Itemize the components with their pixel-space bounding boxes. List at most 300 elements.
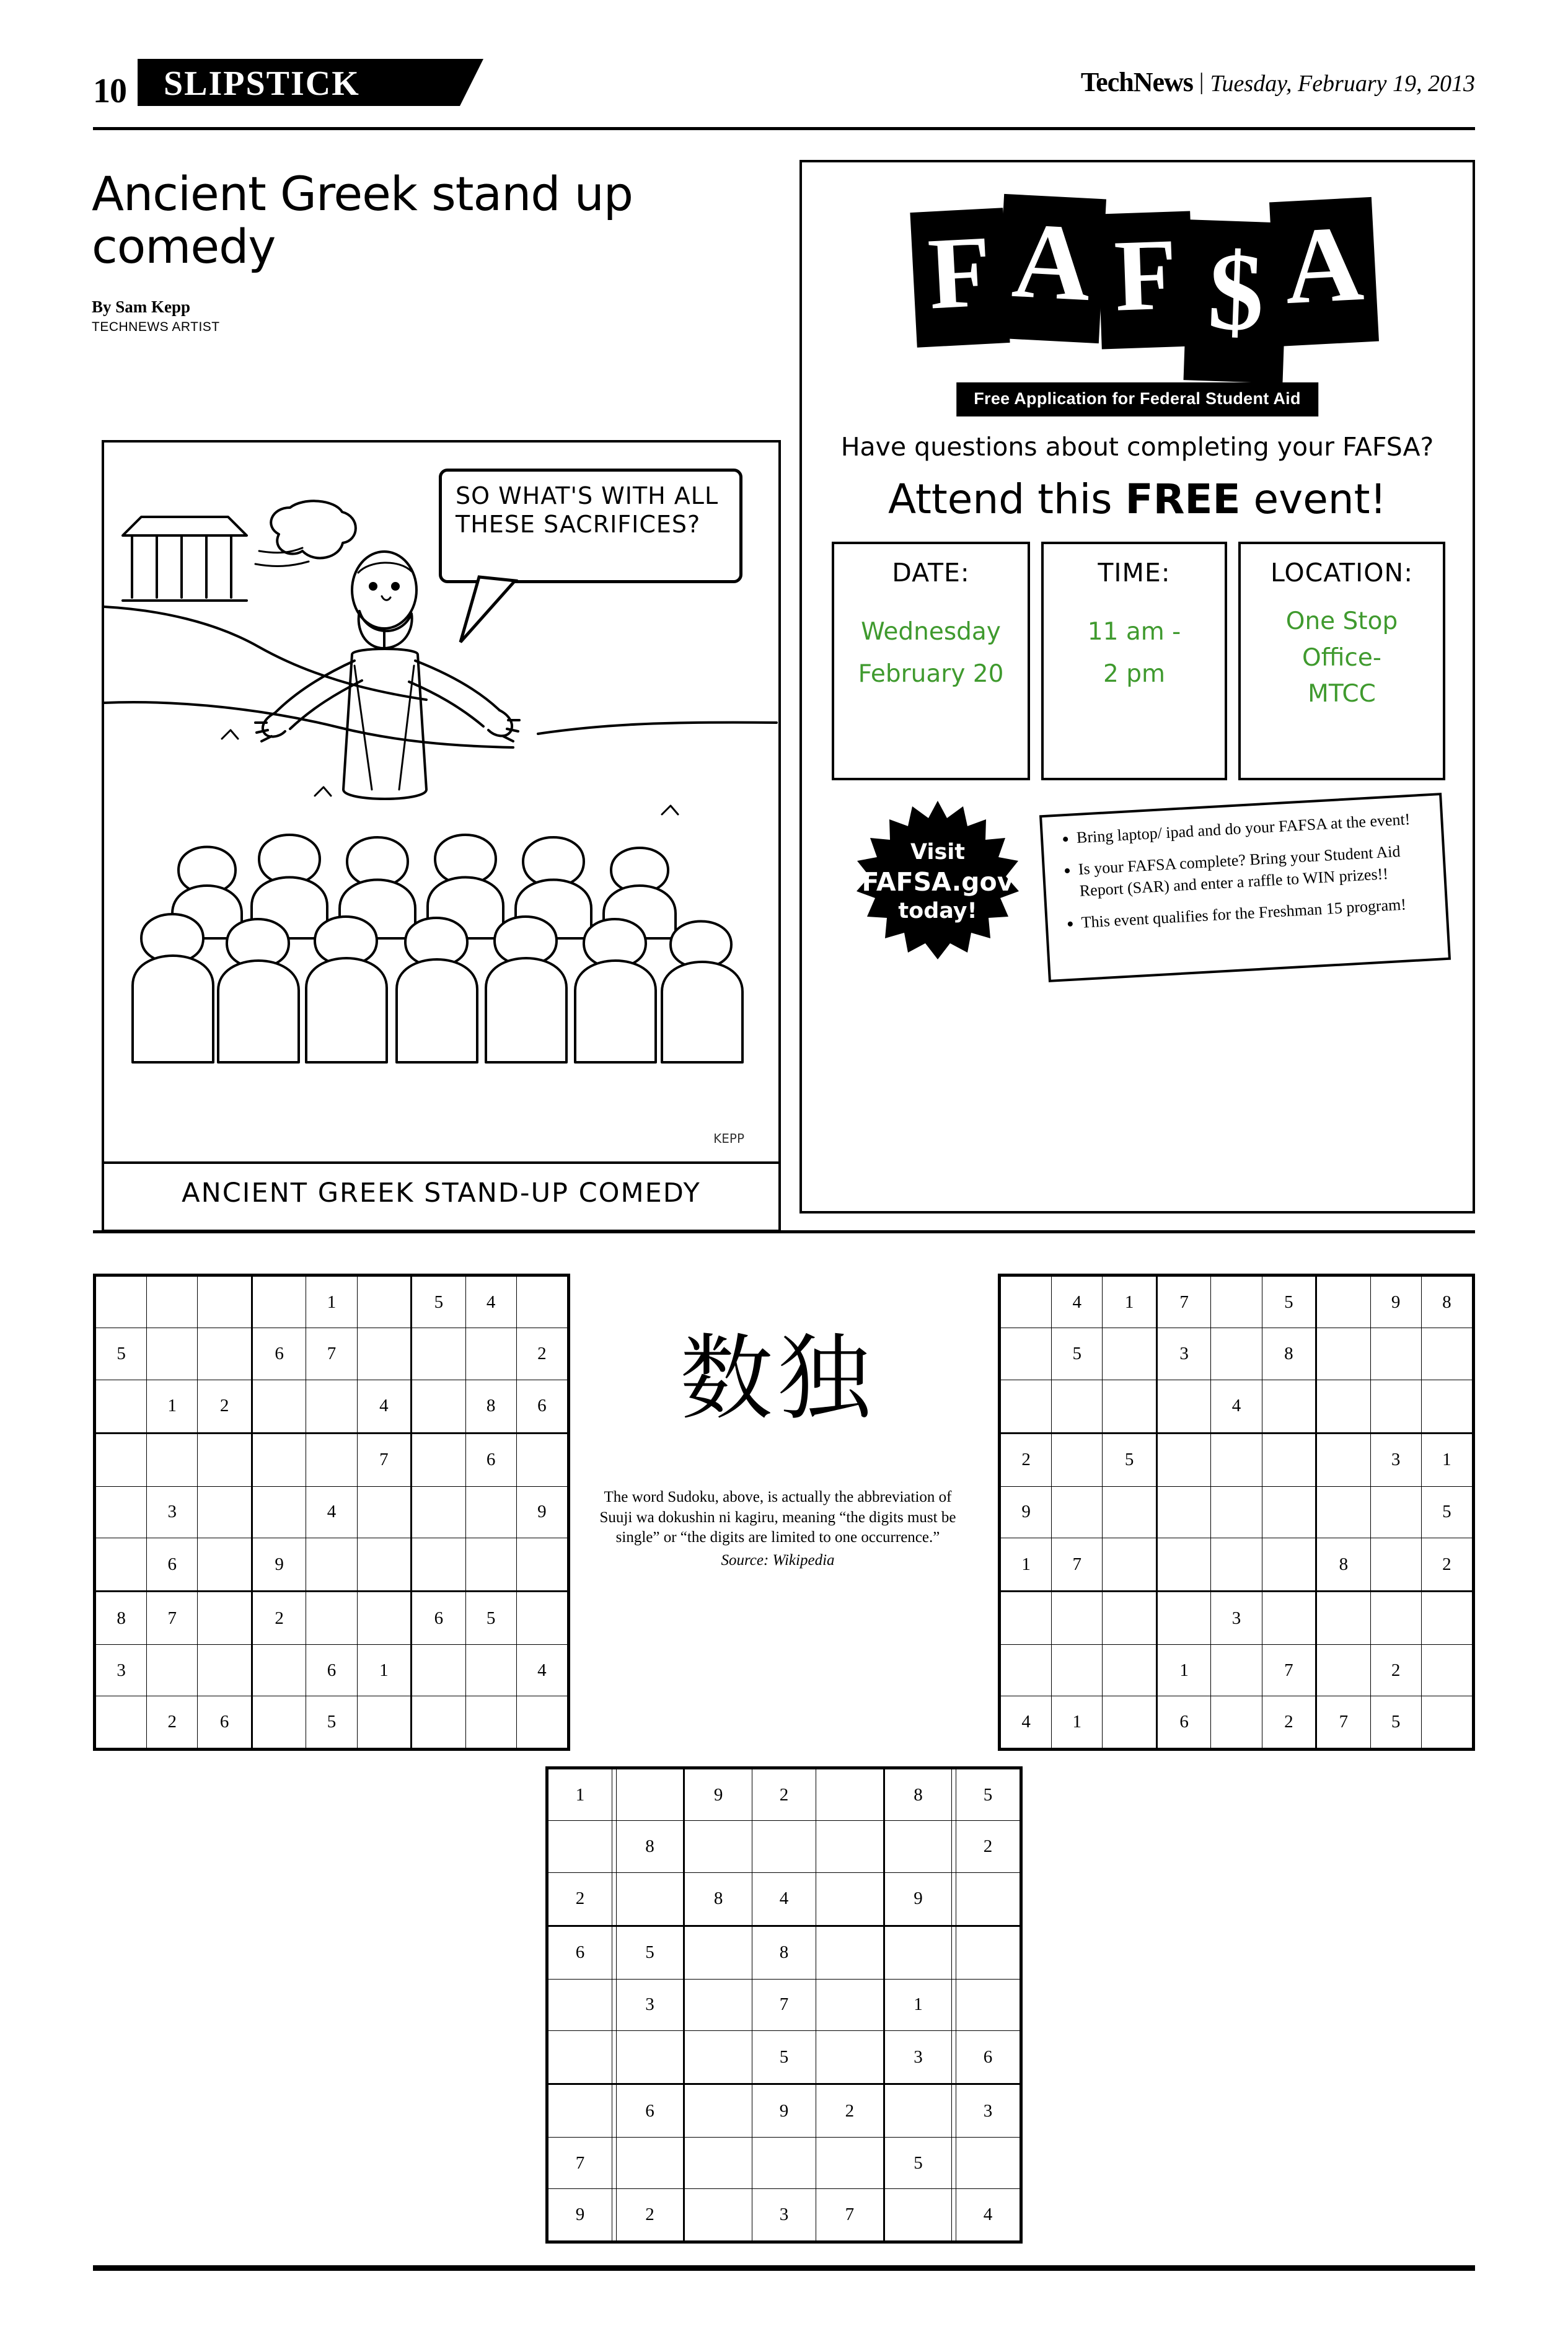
sudoku-cell[interactable]: 7: [306, 1328, 357, 1380]
sudoku-cell[interactable]: [752, 1821, 816, 1872]
sudoku-cell[interactable]: [616, 1872, 684, 1926]
sudoku-cell[interactable]: 5: [956, 1769, 1020, 1821]
sudoku-cell[interactable]: [1156, 1433, 1211, 1486]
sudoku-cell[interactable]: 6: [516, 1380, 567, 1433]
sudoku-row: [548, 1979, 1020, 2030]
fafsa-logo-letter-dollar: $: [1184, 219, 1288, 383]
sudoku-cell[interactable]: [357, 1592, 412, 1645]
sudoku-cell[interactable]: [816, 2031, 884, 2084]
section-divider-rule: [93, 1230, 1475, 1233]
sudoku-cell[interactable]: [1211, 1433, 1262, 1486]
sudoku-cell[interactable]: [1370, 1486, 1421, 1538]
ad-cell-time: [1041, 542, 1227, 780]
sudoku-cell[interactable]: [147, 1328, 198, 1380]
sudoku-cell[interactable]: 4: [752, 1872, 816, 1926]
sudoku-cell[interactable]: [1262, 1486, 1316, 1538]
ad-cell-location: [1238, 542, 1445, 780]
sudoku-cell[interactable]: [684, 2189, 752, 2241]
sudoku-cell[interactable]: [412, 1644, 466, 1696]
sudoku-cell[interactable]: [612, 2084, 617, 2138]
sudoku-row: [548, 1769, 1020, 1821]
sudoku-cell[interactable]: [198, 1538, 252, 1592]
sudoku-cell[interactable]: 4: [516, 1644, 567, 1696]
sudoku-cell[interactable]: [306, 1433, 357, 1486]
sudoku-row: [548, 1926, 1020, 1979]
sudoku-cell[interactable]: 6: [252, 1328, 306, 1380]
sudoku-cell[interactable]: [1421, 1328, 1472, 1380]
footer-rule: [93, 2265, 1475, 2271]
sudoku-cell[interactable]: [1211, 1696, 1262, 1748]
comic-column: [92, 166, 792, 1209]
sudoku-cell[interactable]: [816, 1821, 884, 1872]
sudoku-cell[interactable]: [1052, 1592, 1103, 1645]
sudoku-cell[interactable]: 2: [1001, 1433, 1052, 1486]
sudoku-cell[interactable]: [516, 1696, 567, 1748]
sudoku-cell[interactable]: 9: [516, 1486, 567, 1538]
sudoku-cell[interactable]: [684, 2084, 752, 2138]
sudoku-cell[interactable]: 2: [516, 1328, 567, 1380]
sudoku-cell[interactable]: [1211, 1486, 1262, 1538]
sudoku-cell[interactable]: [412, 1538, 466, 1592]
sudoku-cell[interactable]: 2: [198, 1380, 252, 1433]
sudoku-cell[interactable]: 8: [1421, 1277, 1472, 1328]
sudoku-cell[interactable]: [1370, 1328, 1421, 1380]
sudoku-row: [96, 1592, 568, 1645]
sudoku-cell[interactable]: [465, 1538, 516, 1592]
sudoku-row: [1001, 1380, 1473, 1433]
sudoku-cell[interactable]: [1211, 1277, 1262, 1328]
comic-panel: [102, 440, 781, 1232]
ad-free-word: FREE: [1125, 475, 1241, 523]
sudoku-cell[interactable]: [816, 1872, 884, 1926]
sudoku-cell[interactable]: 8: [884, 1769, 952, 1821]
sudoku-cell[interactable]: 2: [1421, 1538, 1472, 1592]
ad-time-line-1: 11 am -: [1087, 618, 1181, 646]
sudoku-cell[interactable]: 2: [252, 1592, 306, 1645]
ad-location-line-2: Office-: [1302, 643, 1381, 672]
sudoku-cell[interactable]: 9: [252, 1538, 306, 1592]
sudoku-cell[interactable]: 6: [306, 1644, 357, 1696]
sudoku-cell[interactable]: [357, 1696, 412, 1748]
masthead-right: [1081, 66, 1475, 98]
sudoku-cell[interactable]: 6: [956, 2031, 1020, 2084]
sudoku-cell[interactable]: 4: [465, 1277, 516, 1328]
sudoku-cell[interactable]: 4: [357, 1380, 412, 1433]
sudoku-row: [96, 1277, 568, 1328]
sudoku-cell[interactable]: 1: [147, 1380, 198, 1433]
sudoku-cell[interactable]: [1103, 1380, 1157, 1433]
sudoku-cell[interactable]: [1421, 1380, 1472, 1433]
fafsa-logo-letter-f1: F: [910, 208, 1010, 348]
ad-note-item: • Is your FAFSA complete? Bring your Student Aid Report (SAR) and enter a raffle to WIN prizes!!: [1078, 839, 1433, 902]
sudoku-cell[interactable]: [465, 1644, 516, 1696]
sudoku-cell[interactable]: [1262, 1592, 1316, 1645]
sudoku-cell[interactable]: [612, 1821, 617, 1872]
sudoku-row: [1001, 1433, 1473, 1486]
sudoku-cell[interactable]: [1316, 1380, 1371, 1433]
sudoku-cell[interactable]: [612, 1769, 617, 1821]
sudoku-cell[interactable]: 6: [548, 1926, 612, 1979]
sudoku-cell[interactable]: 3: [1156, 1328, 1211, 1380]
sudoku-cell[interactable]: [548, 2031, 612, 2084]
sudoku-cell[interactable]: [252, 1433, 306, 1486]
sudoku-cell[interactable]: [252, 1644, 306, 1696]
sudoku-cell[interactable]: 1: [548, 1769, 612, 1821]
sudoku-cell[interactable]: 2: [616, 2189, 684, 2241]
sudoku-cell[interactable]: [1103, 1538, 1157, 1592]
sudoku-cell[interactable]: [684, 2031, 752, 2084]
fafsa-logo-letter-f2: F: [1097, 211, 1195, 349]
sudoku-cell[interactable]: 8: [96, 1592, 147, 1645]
sudoku-cell[interactable]: [952, 1769, 956, 1821]
sudoku-cell[interactable]: 2: [752, 1769, 816, 1821]
sudoku-cell[interactable]: [1156, 1592, 1211, 1645]
sudoku-cell[interactable]: 2: [548, 1872, 612, 1926]
sudoku-cell[interactable]: [884, 2189, 952, 2241]
sudoku-cell[interactable]: 3: [956, 2084, 1020, 2138]
sudoku-cell[interactable]: [1316, 1328, 1371, 1380]
sudoku-cell[interactable]: [147, 1277, 198, 1328]
sudoku-cell[interactable]: [252, 1486, 306, 1538]
sudoku-row: [548, 2084, 1020, 2138]
sudoku-cell[interactable]: 6: [1156, 1696, 1211, 1748]
sudoku-cell[interactable]: [684, 2137, 752, 2188]
sudoku-cell[interactable]: [1103, 1592, 1157, 1645]
sudoku-cell[interactable]: [884, 2084, 952, 2138]
sudoku-cell[interactable]: 1: [306, 1277, 357, 1328]
sudoku-cell[interactable]: [752, 2137, 816, 2188]
sudoku-cell[interactable]: [147, 1433, 198, 1486]
sudoku-cell[interactable]: [1370, 1592, 1421, 1645]
sudoku-cell[interactable]: [306, 1538, 357, 1592]
sudoku-cell[interactable]: [548, 2084, 612, 2138]
sudoku-cell[interactable]: [1052, 1433, 1103, 1486]
sudoku-puzzle-bottom[interactable]: [545, 1766, 1023, 2244]
sudoku-cell[interactable]: [96, 1538, 147, 1592]
sudoku-cell[interactable]: 5: [1370, 1696, 1421, 1748]
sudoku-cell[interactable]: [198, 1328, 252, 1380]
sudoku-cell[interactable]: 7: [1262, 1644, 1316, 1696]
sudoku-cell[interactable]: 8: [1316, 1538, 1371, 1592]
sudoku-cell[interactable]: 8: [1262, 1328, 1316, 1380]
sudoku-cell[interactable]: 5: [1052, 1328, 1103, 1380]
sudoku-cell[interactable]: 7: [548, 2137, 612, 2188]
sudoku-cell[interactable]: [684, 1926, 752, 1979]
sudoku-cell[interactable]: 6: [198, 1696, 252, 1748]
sudoku-row: [548, 2189, 1020, 2241]
sudoku-cell[interactable]: 2: [956, 1821, 1020, 1872]
ad-cell-time-header: TIME:: [1098, 558, 1171, 588]
ad-detail-cells: [832, 542, 1445, 780]
sudoku-cell[interactable]: [516, 1592, 567, 1645]
sudoku-cell[interactable]: 7: [752, 1979, 816, 2030]
sudoku-cell[interactable]: [1316, 1644, 1371, 1696]
sudoku-cell[interactable]: 4: [1211, 1380, 1262, 1433]
sudoku-cell[interactable]: 8: [465, 1380, 516, 1433]
sudoku-cell[interactable]: [306, 1592, 357, 1645]
sudoku-cell[interactable]: [1370, 1538, 1421, 1592]
sudoku-cell[interactable]: 1: [1103, 1277, 1157, 1328]
sudoku-cell[interactable]: [616, 1769, 684, 1821]
sudoku-cell[interactable]: [96, 1277, 147, 1328]
sudoku-cell[interactable]: [956, 2137, 1020, 2188]
sudoku-cell[interactable]: 1: [357, 1644, 412, 1696]
sudoku-cell[interactable]: [357, 1486, 412, 1538]
sudoku-cell[interactable]: [412, 1433, 466, 1486]
sudoku-cell[interactable]: [357, 1328, 412, 1380]
sudoku-cell[interactable]: [816, 2137, 884, 2188]
sudoku-cell[interactable]: [1001, 1592, 1052, 1645]
ad-free-pre: Attend this: [888, 475, 1125, 523]
sudoku-cell[interactable]: [1156, 1486, 1211, 1538]
sudoku-cell[interactable]: 6: [147, 1538, 198, 1592]
sudoku-cell[interactable]: [952, 1872, 956, 1926]
sudoku-cell[interactable]: [612, 1979, 617, 2030]
sudoku-cell[interactable]: [952, 2189, 956, 2241]
sudoku-cell[interactable]: [1103, 1644, 1157, 1696]
sudoku-cell[interactable]: 5: [884, 2137, 952, 2188]
sudoku-cell[interactable]: 1: [1156, 1644, 1211, 1696]
sudoku-cell[interactable]: 9: [1370, 1277, 1421, 1328]
comic-byline-role: TECHNEWS ARTIST: [92, 320, 220, 335]
sudoku-cell[interactable]: [616, 2137, 684, 2188]
sudoku-cell[interactable]: [96, 1486, 147, 1538]
sudoku-cell[interactable]: 1: [1001, 1538, 1052, 1592]
sudoku-row: [1001, 1644, 1473, 1696]
sudoku-cell[interactable]: [1211, 1644, 1262, 1696]
sudoku-cell[interactable]: 5: [412, 1277, 466, 1328]
sudoku-cell[interactable]: 7: [1052, 1538, 1103, 1592]
sudoku-cell[interactable]: [1421, 1644, 1472, 1696]
sudoku-cell[interactable]: [1262, 1380, 1316, 1433]
sudoku-cell[interactable]: [1052, 1644, 1103, 1696]
sudoku-cell[interactable]: [1421, 1592, 1472, 1645]
sudoku-cell[interactable]: 3: [616, 1979, 684, 2030]
sudoku-cell[interactable]: [1156, 1538, 1211, 1592]
sudoku-cell[interactable]: [147, 1644, 198, 1696]
sudoku-puzzle-right[interactable]: [998, 1274, 1475, 1751]
sudoku-cell[interactable]: 7: [1156, 1277, 1211, 1328]
ad-cell-date-header: DATE:: [892, 558, 970, 588]
sudoku-cell[interactable]: 6: [465, 1433, 516, 1486]
sudoku-cell[interactable]: 9: [684, 1769, 752, 1821]
sudoku-puzzle-left[interactable]: [93, 1274, 570, 1751]
sudoku-cell[interactable]: 7: [147, 1592, 198, 1645]
sudoku-cell[interactable]: [1316, 1486, 1371, 1538]
sudoku-cell[interactable]: [306, 1380, 357, 1433]
sudoku-cell[interactable]: [956, 1979, 1020, 2030]
sudoku-cell[interactable]: [465, 1486, 516, 1538]
sudoku-cell[interactable]: [1001, 1277, 1052, 1328]
sudoku-cell[interactable]: 4: [306, 1486, 357, 1538]
sudoku-row: [96, 1380, 568, 1433]
sudoku-cell[interactable]: 5: [752, 2031, 816, 2084]
sudoku-cell[interactable]: 3: [1211, 1592, 1262, 1645]
sudoku-row: [96, 1328, 568, 1380]
sudoku-cell[interactable]: [357, 1538, 412, 1592]
sudoku-cell[interactable]: [1211, 1538, 1262, 1592]
sudoku-cell[interactable]: 3: [1370, 1433, 1421, 1486]
sudoku-cell[interactable]: 5: [616, 1926, 684, 1979]
sudoku-cell[interactable]: 5: [1421, 1486, 1472, 1538]
sudoku-cell[interactable]: 8: [752, 1926, 816, 1979]
sudoku-grid: [548, 1769, 1020, 2241]
sudoku-cell[interactable]: 6: [412, 1592, 466, 1645]
sudoku-cell[interactable]: 5: [96, 1328, 147, 1380]
sudoku-cell[interactable]: [96, 1380, 147, 1433]
sudoku-cell[interactable]: [816, 1926, 884, 1979]
sudoku-cell[interactable]: [956, 1926, 1020, 1979]
sudoku-cell[interactable]: [684, 1821, 752, 1872]
sudoku-cell[interactable]: [1103, 1696, 1157, 1748]
sudoku-cell[interactable]: [1421, 1696, 1472, 1748]
sudoku-cell[interactable]: 1: [884, 1979, 952, 2030]
burst-line-3: today!: [898, 899, 977, 923]
sudoku-cell[interactable]: 2: [816, 2084, 884, 2138]
sudoku-cell[interactable]: [1316, 1433, 1371, 1486]
ad-cell-date: [832, 542, 1030, 780]
sudoku-cell[interactable]: [952, 2031, 956, 2084]
sudoku-cell[interactable]: [1103, 1486, 1157, 1538]
sudoku-cell[interactable]: 4: [1052, 1277, 1103, 1328]
sudoku-cell[interactable]: 4: [1001, 1696, 1052, 1748]
sudoku-cell[interactable]: [198, 1277, 252, 1328]
fafsa-logo-letter-a1: A: [997, 194, 1106, 343]
sudoku-row: [548, 1821, 1020, 1872]
fafsa-logo: [914, 196, 1366, 367]
sudoku-row: [548, 2137, 1020, 2188]
sudoku-cell[interactable]: [198, 1433, 252, 1486]
sudoku-cell[interactable]: [516, 1433, 567, 1486]
sudoku-cell[interactable]: 1: [1421, 1433, 1472, 1486]
sudoku-cell[interactable]: [1001, 1380, 1052, 1433]
sudoku-cell[interactable]: [612, 2137, 617, 2188]
ad-question: Have questions about completing your FAFSA?: [840, 432, 1434, 462]
sudoku-cell[interactable]: 5: [1103, 1433, 1157, 1486]
sudoku-cell[interactable]: [548, 1821, 612, 1872]
sudoku-cell[interactable]: 2: [1370, 1644, 1421, 1696]
sudoku-cell[interactable]: 6: [616, 2084, 684, 2138]
ad-location-line-1: One Stop: [1285, 607, 1398, 635]
sudoku-cell[interactable]: [1370, 1380, 1421, 1433]
sudoku-cell[interactable]: [612, 1926, 617, 1979]
sudoku-cell[interactable]: [252, 1696, 306, 1748]
fafsa-gov-burst[interactable]: [857, 801, 1019, 963]
sudoku-cell[interactable]: 3: [752, 2189, 816, 2241]
masthead-separator: |: [1199, 69, 1204, 95]
sudoku-cell[interactable]: 2: [147, 1696, 198, 1748]
sudoku-row: [548, 1872, 1020, 1926]
sudoku-cell[interactable]: [616, 2031, 684, 2084]
sudoku-row: [1001, 1328, 1473, 1380]
sudoku-cell[interactable]: [956, 1872, 1020, 1926]
sudoku-cell[interactable]: 8: [616, 1821, 684, 1872]
sudoku-note-text: The word Sudoku, above, is actually the abbreviation of Suuji wa dokushin ni kagiru, meaning “the digits must be single” or “the digits are limited to one occurrence.”: [599, 1489, 956, 1546]
sudoku-cell[interactable]: [96, 1696, 147, 1748]
sudoku-cell[interactable]: [684, 1979, 752, 2030]
sudoku-cell[interactable]: [1001, 1644, 1052, 1696]
sudoku-cell[interactable]: 9: [752, 2084, 816, 2138]
sudoku-grid: [1000, 1276, 1473, 1748]
sudoku-cell[interactable]: [612, 1872, 617, 1926]
comic-byline: By Sam Kepp: [92, 297, 191, 317]
sudoku-cell[interactable]: 7: [1316, 1696, 1371, 1748]
sudoku-cell[interactable]: [252, 1277, 306, 1328]
sudoku-cell[interactable]: 3: [147, 1486, 198, 1538]
sudoku-cell[interactable]: 5: [465, 1592, 516, 1645]
sudoku-row: [1001, 1538, 1473, 1592]
sudoku-cell[interactable]: [516, 1277, 567, 1328]
sudoku-cell[interactable]: [816, 1979, 884, 2030]
sudoku-cell[interactable]: [816, 1769, 884, 1821]
sudoku-cell[interactable]: 7: [816, 2189, 884, 2241]
sudoku-cell[interactable]: [952, 1821, 956, 1872]
sudoku-cell[interactable]: [1262, 1538, 1316, 1592]
sudoku-cell[interactable]: 5: [306, 1696, 357, 1748]
sudoku-cell[interactable]: [198, 1486, 252, 1538]
sudoku-cell[interactable]: [516, 1538, 567, 1592]
sudoku-cell[interactable]: 3: [96, 1644, 147, 1696]
sudoku-row: [96, 1538, 568, 1592]
sudoku-cell[interactable]: [357, 1277, 412, 1328]
sudoku-cell[interactable]: 9: [884, 1872, 952, 1926]
sudoku-cell[interactable]: [198, 1592, 252, 1645]
sudoku-cell[interactable]: [952, 2084, 956, 2138]
sudoku-cell[interactable]: [412, 1696, 466, 1748]
fafsa-logo-letter-a2: A: [1269, 197, 1379, 346]
sudoku-cell[interactable]: [1103, 1328, 1157, 1380]
sudoku-cell[interactable]: [1052, 1486, 1103, 1538]
sudoku-row: [1001, 1277, 1473, 1328]
sudoku-cell[interactable]: 5: [1262, 1277, 1316, 1328]
sudoku-cell[interactable]: 7: [357, 1433, 412, 1486]
sudoku-cell[interactable]: [1211, 1328, 1262, 1380]
sudoku-cell[interactable]: [465, 1328, 516, 1380]
sudoku-cell[interactable]: [96, 1433, 147, 1486]
sudoku-cell[interactable]: [412, 1486, 466, 1538]
sudoku-cell[interactable]: [198, 1644, 252, 1696]
sudoku-cell[interactable]: 9: [1001, 1486, 1052, 1538]
sudoku-row: [1001, 1592, 1473, 1645]
sudoku-cell[interactable]: [548, 1979, 612, 2030]
sudoku-cell[interactable]: 4: [956, 2189, 1020, 2241]
sudoku-cell[interactable]: [1156, 1380, 1211, 1433]
sudoku-cell[interactable]: [612, 2189, 617, 2241]
sudoku-cell[interactable]: 1: [1052, 1696, 1103, 1748]
sudoku-cell[interactable]: [412, 1380, 466, 1433]
section-name: SLIPSTICK: [164, 64, 360, 103]
sudoku-cell[interactable]: 2: [1262, 1696, 1316, 1748]
sudoku-row: [96, 1433, 568, 1486]
sudoku-cell[interactable]: [1262, 1433, 1316, 1486]
sudoku-cell[interactable]: [884, 1926, 952, 1979]
sudoku-cell[interactable]: 9: [548, 2189, 612, 2241]
sudoku-cell[interactable]: [1001, 1328, 1052, 1380]
sudoku-cell[interactable]: [252, 1380, 306, 1433]
sudoku-cell[interactable]: [952, 2137, 956, 2188]
sudoku-cell[interactable]: [1316, 1277, 1371, 1328]
sudoku-cell[interactable]: [952, 1926, 956, 1979]
sudoku-cell[interactable]: [952, 1979, 956, 2030]
sudoku-cell[interactable]: [465, 1696, 516, 1748]
sudoku-cell[interactable]: [1052, 1380, 1103, 1433]
sudoku-cell[interactable]: [1316, 1592, 1371, 1645]
sudoku-cell[interactable]: [884, 1821, 952, 1872]
sudoku-cell[interactable]: 8: [684, 1872, 752, 1926]
sudoku-cell[interactable]: [612, 2031, 617, 2084]
sudoku-cell[interactable]: 3: [884, 2031, 952, 2084]
sudoku-cell[interactable]: [412, 1328, 466, 1380]
